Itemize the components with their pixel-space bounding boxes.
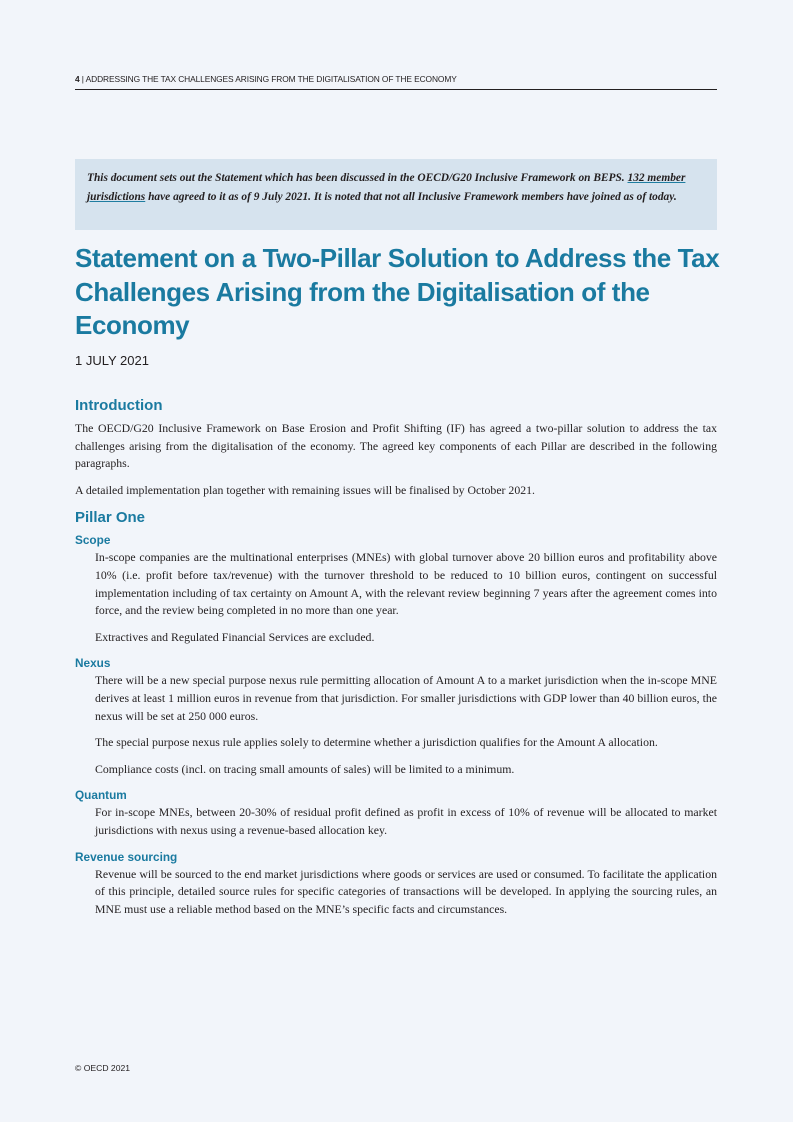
pillar-one-heading: Pillar One bbox=[75, 509, 146, 527]
notice-text-end: have agreed to it as of 9 July 2021. It is noted that not all Inclusive Framework members have joined as of today. bbox=[145, 190, 677, 203]
notice-box bbox=[75, 159, 717, 230]
running-title: ADDRESSING THE TAX CHALLENGES ARISING FROM THE DIGITALISATION OF THE ECONOMY bbox=[85, 74, 457, 84]
scope-paragraph: Extractives and Regulated Financial Services are excluded. bbox=[95, 629, 375, 644]
member-jurisdictions-link[interactable]: 132 member jurisdictions bbox=[87, 172, 686, 203]
header-separator: | bbox=[79, 74, 86, 84]
revenue-sourcing-heading: Revenue sourcing bbox=[75, 849, 178, 864]
nexus-paragraph: The special purpose nexus rule applies solely to determine whether a jurisdiction qualifies for the Amount A allocation. bbox=[95, 735, 658, 750]
nexus-paragraph: Compliance costs (incl. on tracing small amounts of sales) will be limited to a minimum. bbox=[95, 761, 515, 776]
running-header bbox=[75, 74, 717, 90]
introduction-paragraph: A detailed implementation plan together with remaining issues will be finalised by October 2021. bbox=[75, 482, 535, 497]
notice-text-start: This document sets out the Statement which has been discussed in the OECD/G20 Inclusive Framework on BEPS. bbox=[87, 172, 628, 184]
introduction-paragraph: The OECD/G20 Inclusive Framework on Base Erosion and Profit Shifting (IF) has agreed a two-pillar solution to address the tax challenges arising from the digitalisation of the economy. The agreed key components of each Pillar are described in the following paragraphs. bbox=[75, 421, 717, 471]
page-number: 4 bbox=[75, 74, 80, 84]
revenue-sourcing-paragraph: Revenue will be sourced to the end market jurisdictions where goods or services are used or consumed. To facilitate the application of this principle, detailed source rules for specific categories of transactions will be developed. In applying the sourcing rules, an MNE must use a reliable method based on the MNE’s specific facts and circumstances. bbox=[95, 866, 717, 916]
copyright-footer: © OECD 2021 bbox=[75, 1063, 131, 1073]
nexus-heading: Nexus bbox=[75, 656, 111, 671]
statement-date: 1 JULY 2021 bbox=[75, 353, 149, 368]
scope-paragraph: In-scope companies are the multinational enterprises (MNEs) with global turnover above 20 billion euros and profitability above 10% (i.e. profit before tax/revenue) with the turnover threshold to be reduced to 10 billion euros, contingent on successful implementation including of tax certainty on Amount A, with the relevant review beginning 7 years after the agreement comes into force, and the review being completed in no more than one year. bbox=[95, 550, 717, 618]
quantum-paragraph: For in-scope MNEs, between 20-30% of residual profit defined as profit in excess of 10% of revenue will be allocated to market jurisdictions with nexus using a revenue-based allocation key. bbox=[95, 805, 717, 837]
main-content bbox=[75, 396, 717, 927]
quantum-heading: Quantum bbox=[75, 788, 127, 803]
scope-heading: Scope bbox=[75, 533, 111, 548]
page-title: Statement on a Two-Pillar Solution to Address the Tax Challenges Arising from the Digitalisation of the Economy bbox=[75, 243, 720, 340]
nexus-paragraph: There will be a new special purpose nexus rule permitting allocation of Amount A to a market jurisdiction when the in-scope MNE derives at least 1 million euros in revenue from that jurisdiction. For smaller jurisdictions with GDP lower than 40 billion euros, the nexus will be set at 250 000 euros. bbox=[95, 673, 717, 723]
introduction-heading: Introduction bbox=[75, 397, 163, 414]
